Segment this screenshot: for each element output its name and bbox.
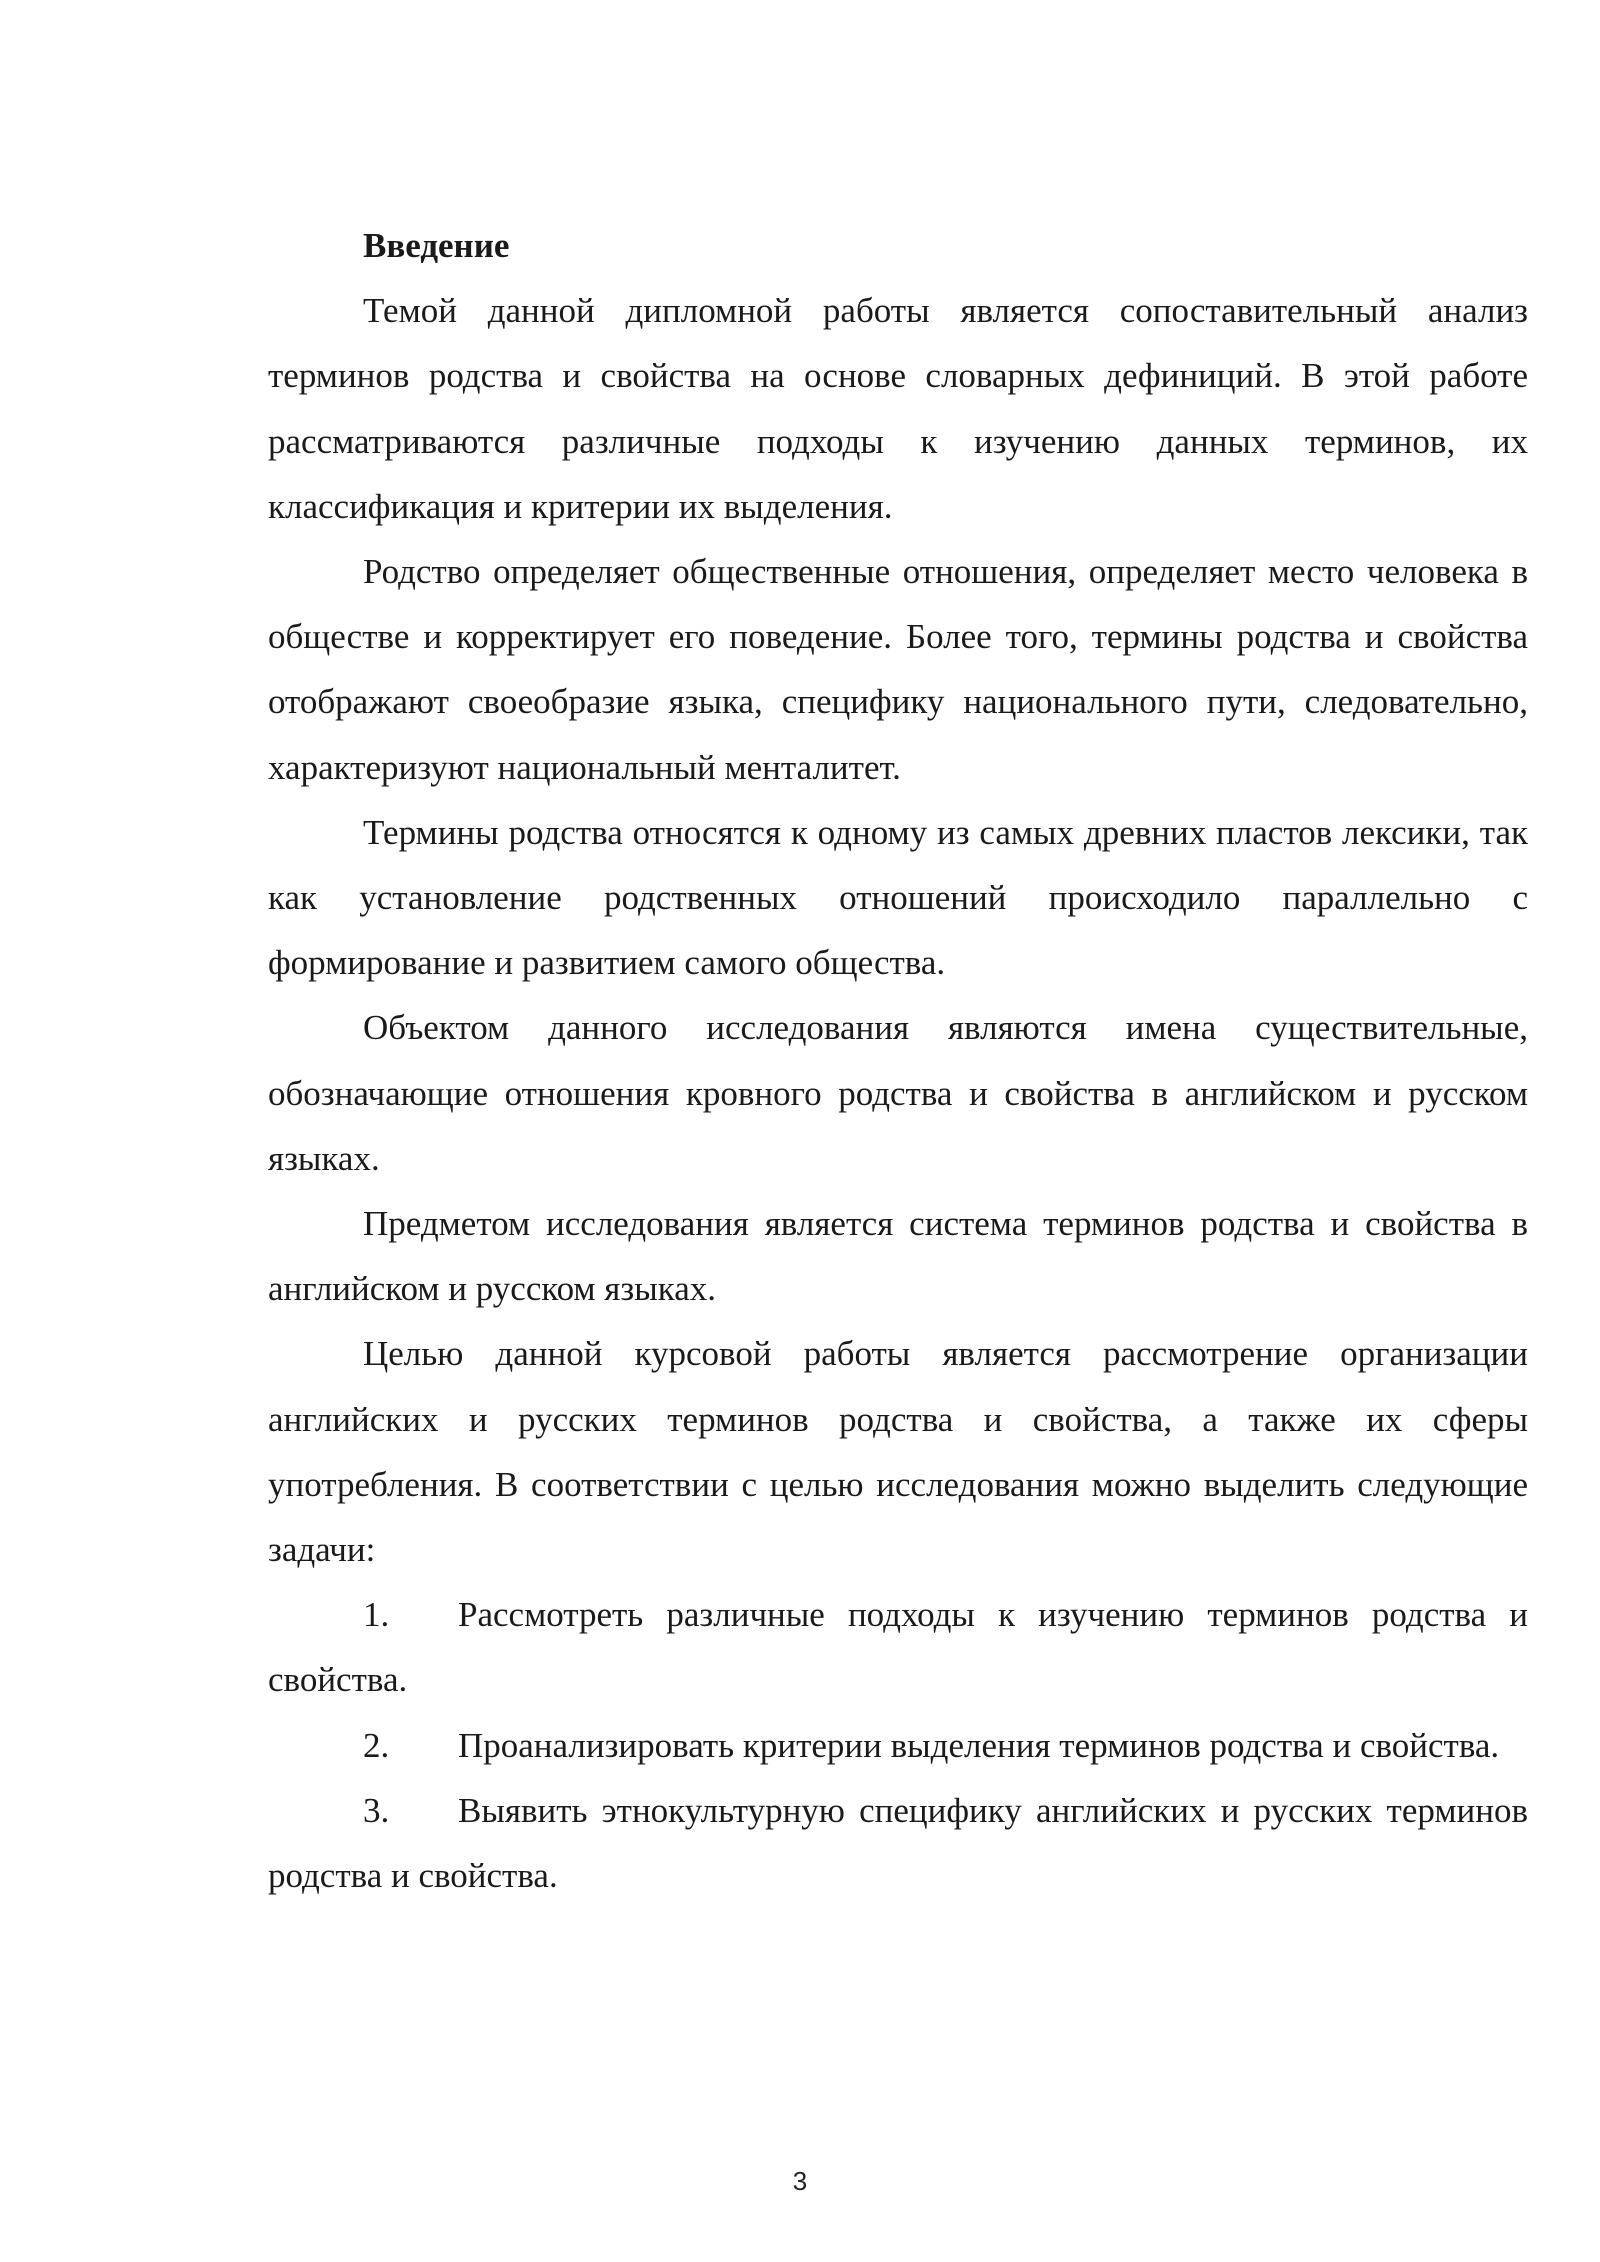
page-body: [268, 213, 1528, 1908]
paragraph-topic: Темой данной дипломной работы является сопоставительный анализ терминов родства и свойства на основе словарных дефиниций. В этой работе рассматриваются различные подходы к изучению данных терминов, их классификация и критерии их выделения.: [268, 291, 1528, 526]
task-item-3: [268, 1778, 1528, 1908]
section-heading: Введение: [363, 226, 510, 265]
task-text: Проанализировать критерии выделения терминов родства и свойства.: [458, 1725, 1500, 1765]
task-item-1: [268, 1582, 1528, 1712]
paragraph-kinship: Родство определяет общественные отношения, определяет место человека в обществе и корректирует его поведение. Более того, термины родства и свойства отображают своеобразие языка, специфику национального пути, следовательно, характеризуют национальный менталитет.: [268, 552, 1528, 787]
task-number: 3.: [363, 1790, 390, 1830]
task-text: Выявить этнокультурную специфику английских и русских терминов родства и свойства.: [268, 1790, 1528, 1896]
paragraph-object: Объектом данного исследования являются имена существительные, обозначающие отношения кровного родства и свойства в английском и русском языках.: [268, 1008, 1528, 1178]
task-number: 2.: [363, 1725, 390, 1765]
paragraph-ancient-lexicon: Термины родства относятся к одному из самых древних пластов лексики, так как установление родственных отношений происходило параллельно с формирование и развитием самого общества.: [268, 812, 1528, 983]
page-number: 3: [792, 2166, 808, 2196]
paragraph-subject: Предметом исследования является система терминов родства и свойства в английском и русском языках.: [268, 1204, 1528, 1309]
task-text: Рассмотреть различные подходы к изучению терминов родства и свойства.: [268, 1595, 1528, 1700]
task-number: 1.: [363, 1595, 390, 1635]
paragraph-goal: Целью данной курсовой работы является рассмотрение организации английских и русских терминов родства и свойства, а также их сферы употребления. В соответствии с целью исследования можно выделить следующие задачи:: [268, 1334, 1528, 1570]
task-item-2: [268, 1713, 1528, 1778]
